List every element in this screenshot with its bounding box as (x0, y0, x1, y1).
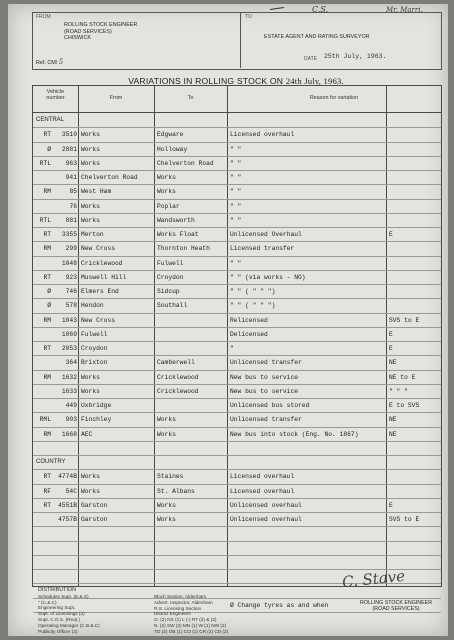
vehicle-number: 3355 (61, 231, 77, 238)
distribution-line: Bloch Section, Aldenham (154, 594, 207, 599)
col-header-reason: Reason for variation (309, 95, 359, 101)
reason-cell: Licensed overhaul (230, 473, 295, 481)
header-rule (33, 112, 441, 113)
distribution-line: Schedules Supt. (E.&.S) (38, 593, 89, 599)
reason-cell: " " (230, 216, 242, 224)
vehicle-number: 1668 (61, 430, 77, 438)
distribution-line: District Engineers (154, 611, 191, 617)
vehicle-prefix: RT (43, 231, 51, 238)
reason-cell: Unlicensed transfer (230, 416, 302, 424)
code-cell: NE (389, 359, 397, 367)
vehicle-prefix: RTL (39, 216, 51, 224)
distribution-line: Engineering Supt. (38, 605, 76, 611)
table-row (33, 285, 441, 299)
reason-cell: Delicensed (230, 330, 268, 338)
reason-cell: Relicensed (230, 316, 268, 324)
vehicle-number: 4551B (58, 501, 77, 509)
to-cell: Chelverton Road (157, 159, 214, 167)
from-cell: Works (81, 387, 100, 395)
from-cell: Garston (81, 516, 108, 523)
reason-cell: " " (230, 174, 242, 181)
table-row (33, 299, 441, 313)
sig-line-1: ROLLING STOCK ENGINEER (360, 600, 433, 606)
to-cell: Poplar (157, 202, 180, 210)
sig-line-2: (ROAD SERVICES) (372, 606, 420, 613)
distribution-line: Publicity Officer (2) (38, 628, 78, 634)
reason-cell: New bus to service (230, 373, 299, 381)
vehicle-number: 54C (65, 487, 77, 495)
table-row (33, 470, 441, 484)
vehicle-number: 85 (69, 188, 77, 196)
vehicle-number: 963 (65, 159, 77, 167)
to-label: TO (245, 14, 252, 20)
table-row (33, 328, 441, 342)
vehicle-prefix: Ø (47, 302, 51, 310)
to-cell: Works (157, 516, 176, 523)
from-cell: Elmers End (81, 288, 119, 295)
from-cell: New Cross (81, 245, 116, 253)
table-row (33, 200, 441, 214)
from-cell: West Ham (81, 188, 112, 196)
code-cell: E (389, 501, 393, 509)
table-row (33, 257, 441, 271)
vehicle-prefix: RM (43, 188, 51, 196)
to-cell: Works (157, 188, 176, 196)
vehicle-number: 1632 (61, 373, 77, 381)
table-row (33, 157, 441, 171)
col-header-to: To (187, 95, 194, 101)
code-cell: NE (389, 416, 397, 424)
to-cell: Cricklewood (157, 387, 199, 395)
from-cell: Finchley (81, 416, 112, 424)
table-row (33, 499, 441, 513)
title-text: VARIATIONS IN ROLLING STOCK ON (128, 76, 284, 86)
reference (36, 58, 63, 66)
from-line-2: (ROAD SERVICES) (64, 28, 112, 35)
vehicle-number: 76 (69, 202, 77, 210)
table-row (33, 214, 441, 228)
from-line-1: ROLLING STOCK ENGINEER (64, 22, 138, 28)
reason-cell: New bus to service (230, 387, 299, 395)
table-body (33, 114, 441, 613)
reason-cell: Unlicensed Overhaul (230, 231, 302, 238)
vehicle-prefix: RT (43, 131, 51, 139)
code-cell: SVS to E (389, 316, 420, 324)
vehicle-number: 923 (65, 273, 77, 281)
vehicle-prefix: RT (43, 345, 51, 352)
to-cell: Holloway (157, 145, 188, 153)
distribution-line: Supt. C.O.S. (Reqt.) (38, 616, 80, 622)
reason-cell: " " ( " " ") (230, 288, 276, 295)
table-row (33, 371, 441, 385)
to-cell: Cricklewood (157, 373, 199, 381)
crossed-out-mark (270, 7, 284, 10)
vehicle-number: 299 (65, 245, 77, 253)
reason-cell: " " (via works - NO) (230, 273, 306, 281)
distribution-line: O. (2) NX (1) L (-) RT (2) & (2) (154, 617, 217, 623)
vehicle-number: 578 (65, 302, 77, 310)
table-row (33, 314, 441, 328)
vehicle-prefix: Ø (47, 288, 51, 295)
vehicle-prefix: RTL (39, 159, 51, 167)
distribution-line: R.S. Licensing Section (154, 605, 202, 611)
signature-title (360, 600, 432, 613)
table-row (33, 542, 441, 556)
to-cell: Works (157, 174, 176, 181)
vehicle-number: 2881 (61, 145, 77, 153)
code-cell: NE to E (389, 373, 416, 381)
section-label: COUNTRY (36, 459, 66, 465)
document-sheet (8, 4, 448, 636)
from-address (64, 22, 137, 42)
code-cell: E (389, 330, 393, 338)
distribution-line: Supt. of Licensings (2) (38, 611, 85, 617)
vehicle-number: 2053 (61, 345, 77, 352)
table-row (33, 242, 441, 256)
vehicle-number: 364 (65, 359, 77, 367)
distribution-label: DISTRIBUTION (38, 587, 77, 593)
table-row (33, 271, 441, 285)
from-cell: AEC (81, 430, 93, 438)
code-cell: " " " (389, 387, 408, 395)
title-date: 24th July, 1963. (285, 76, 344, 86)
from-cell: Garston (81, 501, 108, 509)
table-row (33, 128, 441, 142)
vehicle-number: 3510 (61, 131, 77, 139)
table-row (33, 114, 441, 128)
table-row (33, 527, 441, 541)
vehicle-prefix: RT (43, 273, 51, 281)
vehicle-number: 1069 (61, 330, 77, 338)
from-cell: Works (81, 216, 100, 224)
reason-cell: Unlicensed bus stored (230, 402, 310, 409)
to-cell: Works (157, 416, 176, 424)
vehicle-prefix: Ø (47, 145, 51, 153)
table-row (33, 342, 441, 356)
reason-cell: Licensed overhaul (230, 487, 295, 495)
date-label: DATE (304, 56, 317, 62)
distribution-line: Advert. Inspector, Aldenham (154, 599, 213, 605)
reason-cell: " " (230, 145, 242, 153)
vehicle-prefix: RM (43, 245, 51, 253)
handwritten-to: C.S. (312, 5, 329, 14)
table-row (33, 185, 441, 199)
reason-cell: " " (230, 259, 242, 267)
signature: C. Stave (341, 566, 406, 592)
to-cell: Edgware (157, 131, 184, 139)
vehicle-number: 4774B (58, 473, 77, 481)
table-row (33, 228, 441, 242)
to-cell: Works (157, 430, 176, 438)
reason-cell: Unlicensed overhaul (230, 501, 302, 509)
vehicle-prefix: RM (43, 430, 51, 438)
table-row (33, 413, 441, 427)
vehicle-prefix: RM (43, 373, 51, 381)
to-cell: Southall (157, 302, 188, 310)
from-cell: Works (81, 202, 100, 210)
from-cell: Works (81, 159, 100, 167)
reason-cell: " " ( " " ") (230, 302, 276, 310)
reason-cell: New bus into stock (Eng. No. 1867) (230, 430, 359, 438)
vehicle-prefix: RT (43, 473, 51, 481)
from-label: FROM (36, 14, 51, 20)
table-row (33, 442, 441, 456)
table-row (33, 385, 441, 399)
ref-value: 5 (58, 58, 64, 66)
distribution-line: TO (2) OB (1) CO (1) CR (2) CD (2) (154, 628, 229, 634)
table-row (33, 143, 441, 157)
from-cell: Works (81, 373, 100, 381)
to-cell: Sidcup (157, 288, 180, 295)
table-row (33, 513, 441, 527)
handwritten-to-2: Mr. Marri. (386, 6, 423, 14)
distribution-line: N. (2) SW (2) MN (1) W (1) NW (2) (154, 622, 227, 628)
from-cell: Uxbridge (81, 402, 112, 409)
table-row (33, 485, 441, 499)
reason-cell: Unlicensed overhaul (230, 516, 302, 523)
code-cell: SVS to E (389, 516, 420, 523)
distribution-line: " (C.&.C) (38, 599, 57, 605)
to-cell: Thornton Heath (157, 245, 210, 253)
header-divider (240, 12, 241, 68)
from-cell: Works (81, 473, 100, 481)
from-cell: Hendon (81, 302, 104, 310)
vehicle-number: 1043 (61, 316, 77, 324)
to-cell: St. Albans (157, 487, 195, 495)
reason-cell: Ø Change tyres as and when (230, 601, 329, 609)
from-cell: Works (81, 487, 100, 495)
from-cell: Brixton (81, 359, 108, 367)
table-row (33, 556, 441, 570)
to-cell: Works Float (157, 231, 199, 238)
from-line-3: CHISWICK (64, 35, 91, 42)
col-header-from: From (109, 95, 123, 101)
vehicle-number: 881 (65, 216, 77, 224)
to-cell: Wandsworth (157, 216, 195, 224)
code-cell: E (389, 231, 393, 238)
vehicle-number: 1048 (61, 259, 77, 267)
to-line: ESTATE AGENT AND RATING SURVEYOR (264, 34, 370, 40)
vehicle-number: 903 (65, 416, 77, 424)
from-cell: Works (81, 145, 100, 153)
table-row (33, 171, 441, 185)
to-cell: Staines (157, 473, 184, 481)
code-cell: E to SVS (389, 402, 420, 409)
date-value: 25th July, 1963. (324, 53, 387, 60)
from-cell: Fulwell (81, 330, 108, 338)
distribution-list-2 (154, 594, 228, 635)
vehicle-prefix: RF (43, 487, 51, 495)
vehicle-number: 941 (65, 174, 77, 181)
vehicle-number: 746 (65, 288, 77, 295)
to-cell: Fulwell (157, 259, 184, 267)
from-cell: Croydon (81, 345, 108, 352)
from-cell: Merton (81, 231, 104, 238)
vehicle-number: 4757B (58, 516, 77, 523)
col-header-vehicle: Vehicle number (46, 89, 65, 101)
code-cell: NE (389, 430, 397, 438)
table-row (33, 456, 441, 470)
vehicle-number: 1633 (61, 387, 77, 395)
to-cell: Croydon (157, 273, 184, 281)
distribution-line: Operating Manager (C.B.&.C) (38, 622, 100, 628)
vehicle-prefix: RML (39, 416, 51, 424)
code-cell: E (389, 345, 393, 352)
reason-cell: Licensed transfer (230, 245, 295, 253)
from-cell: Works (81, 131, 100, 139)
from-cell: Muswell Hill (81, 273, 127, 281)
table-row (33, 428, 441, 442)
reason-cell: " " (230, 188, 242, 196)
vehicle-prefix: RT (43, 501, 51, 509)
table-row (33, 399, 441, 413)
reason-cell: Unlicensed transfer (230, 359, 302, 367)
to-cell: Works (157, 501, 176, 509)
reason-cell: Licensed overhaul (230, 131, 295, 139)
reason-cell: " " (230, 202, 242, 210)
vehicle-number: 449 (65, 402, 77, 409)
vehicle-prefix: RM (43, 316, 51, 324)
section-label: CENTRAL (36, 117, 65, 123)
to-cell: Camberwell (157, 359, 195, 367)
ref-label: Ref. CM/ (36, 60, 58, 66)
from-cell: Chelverton Road (81, 174, 138, 181)
reason-cell: " (230, 345, 234, 352)
reason-cell: " " (230, 159, 242, 167)
distribution-list (38, 588, 100, 634)
from-cell: Cricklewood (81, 259, 123, 267)
from-cell: New Cross (81, 316, 116, 324)
table-row (33, 356, 441, 370)
